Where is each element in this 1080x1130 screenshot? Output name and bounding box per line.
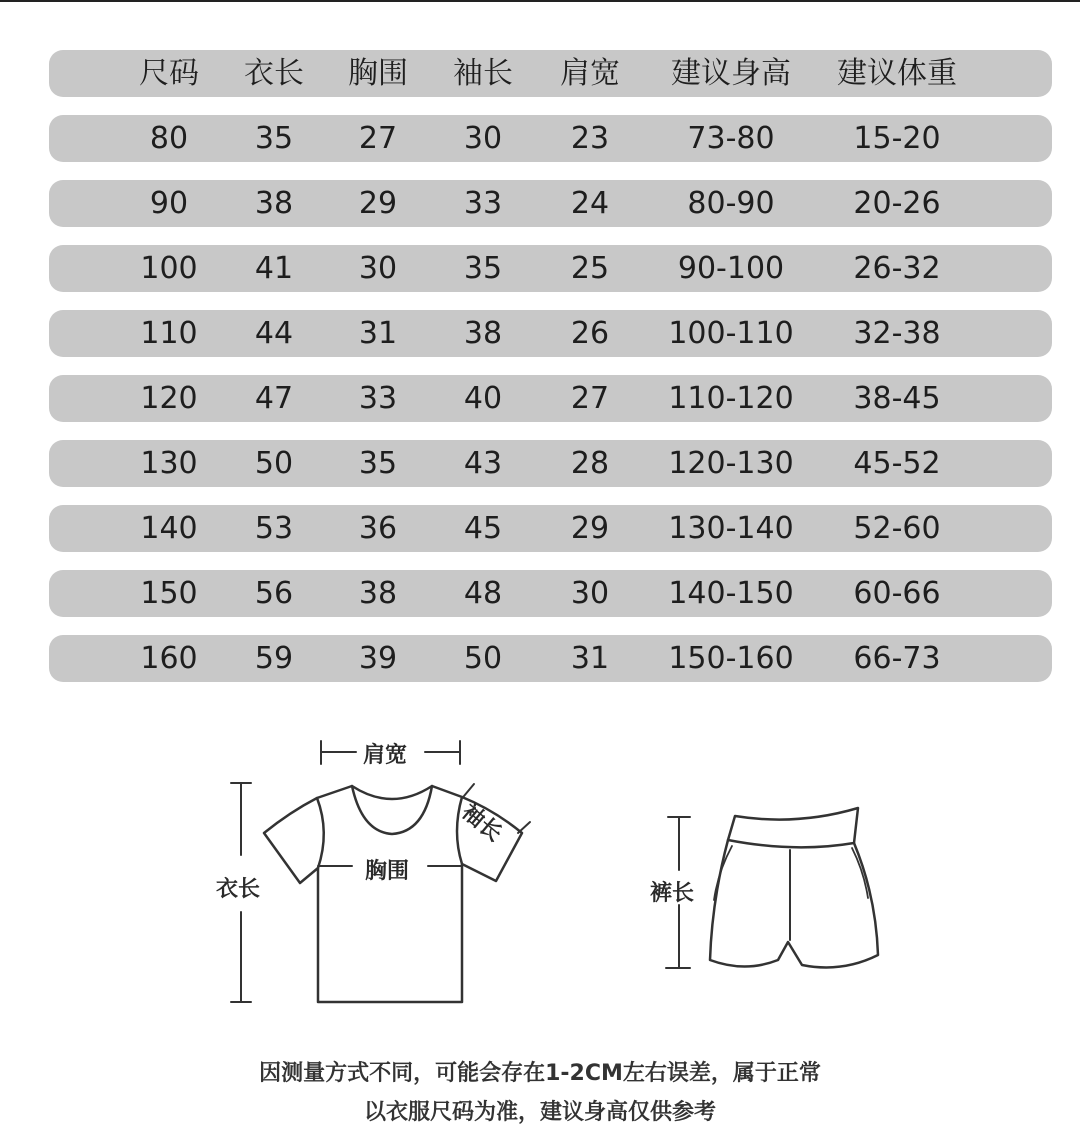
cell-size: 90: [149, 186, 189, 221]
measurement-note-line2: 以衣服尺码为准，建议身高仅供参考: [363, 1100, 716, 1125]
cell-chest: 35: [358, 446, 398, 481]
cell-chest: 30: [358, 251, 398, 286]
cell-height: 110-120: [668, 381, 794, 416]
cell-length: 35: [254, 121, 294, 156]
garment-length-label: 衣长: [216, 877, 261, 902]
shoulder-width-label: 肩宽: [363, 743, 408, 768]
cell-shoulder: 26: [570, 316, 610, 351]
cell-shoulder: 24: [570, 186, 610, 221]
shorts-waistband: [728, 808, 858, 847]
tshirt-left-sleeve-seam: [317, 798, 324, 868]
cell-size: 160: [140, 641, 198, 676]
cell-chest: 36: [358, 511, 398, 546]
header-size: 尺码: [139, 56, 199, 91]
header-length: 衣长: [244, 56, 304, 91]
cell-weight: 45-52: [853, 446, 941, 481]
sleeve-length-label: 袖长: [456, 799, 507, 847]
cell-length: 59: [254, 641, 294, 676]
cell-size: 140: [140, 511, 198, 546]
cell-size: 130: [140, 446, 198, 481]
measurement-note-line1: 因测量方式不同，可能会存在1-2CM左右误差，属于正常: [259, 1061, 821, 1086]
cell-shoulder: 31: [570, 641, 610, 676]
header-weight: 建议体重: [837, 56, 957, 91]
cell-weight: 66-73: [853, 641, 941, 676]
header-shoulder: 肩宽: [560, 56, 620, 91]
cell-height: 73-80: [687, 121, 775, 156]
cell-sleeve: 30: [463, 121, 503, 156]
header-height: 建议身高: [671, 56, 791, 91]
cell-weight: 52-60: [853, 511, 941, 546]
cell-chest: 33: [358, 381, 398, 416]
shorts-outline: [710, 840, 878, 967]
cell-shoulder: 23: [570, 121, 610, 156]
cell-sleeve: 50: [463, 641, 503, 676]
cell-weight: 15-20: [853, 121, 941, 156]
cell-sleeve: 40: [463, 381, 503, 416]
cell-weight: 20-26: [853, 186, 941, 221]
cell-size: 110: [140, 316, 198, 351]
chest-label: 胸围: [365, 859, 410, 884]
tshirt-right-sleeve-seam: [457, 797, 462, 864]
cell-weight: 26-32: [853, 251, 941, 286]
cell-length: 56: [254, 576, 294, 611]
cell-length: 44: [254, 316, 294, 351]
cell-height: 130-140: [668, 511, 794, 546]
header-chest: 胸围: [348, 56, 408, 91]
cell-shoulder: 30: [570, 576, 610, 611]
cell-height: 90-100: [677, 251, 785, 286]
cell-shoulder: 29: [570, 511, 610, 546]
cell-chest: 27: [358, 121, 398, 156]
cell-shoulder: 27: [570, 381, 610, 416]
cell-sleeve: 48: [463, 576, 503, 611]
cell-sleeve: 33: [463, 186, 503, 221]
cell-sleeve: 43: [463, 446, 503, 481]
cell-size: 80: [149, 121, 189, 156]
pants-length-label: 裤长: [650, 881, 695, 906]
cell-size: 120: [140, 381, 198, 416]
cell-chest: 29: [358, 186, 398, 221]
cell-sleeve: 45: [463, 511, 503, 546]
cell-chest: 39: [358, 641, 398, 676]
cell-weight: 32-38: [853, 316, 941, 351]
cell-weight: 60-66: [853, 576, 941, 611]
cell-height: 140-150: [668, 576, 794, 611]
cell-chest: 31: [358, 316, 398, 351]
cell-weight: 38-45: [853, 381, 941, 416]
cell-shoulder: 25: [570, 251, 610, 286]
cell-height: 120-130: [668, 446, 794, 481]
cell-sleeve: 35: [463, 251, 503, 286]
cell-chest: 38: [358, 576, 398, 611]
cell-height: 100-110: [668, 316, 794, 351]
cell-size: 100: [140, 251, 198, 286]
cell-height: 80-90: [687, 186, 775, 221]
cell-size: 150: [140, 576, 198, 611]
header-sleeve: 袖长: [453, 56, 513, 91]
cell-height: 150-160: [668, 641, 794, 676]
cell-sleeve: 38: [463, 316, 503, 351]
cell-length: 38: [254, 186, 294, 221]
cell-length: 53: [254, 511, 294, 546]
cell-length: 47: [254, 381, 294, 416]
cell-length: 50: [254, 446, 294, 481]
cell-shoulder: 28: [570, 446, 610, 481]
cell-length: 41: [254, 251, 294, 286]
